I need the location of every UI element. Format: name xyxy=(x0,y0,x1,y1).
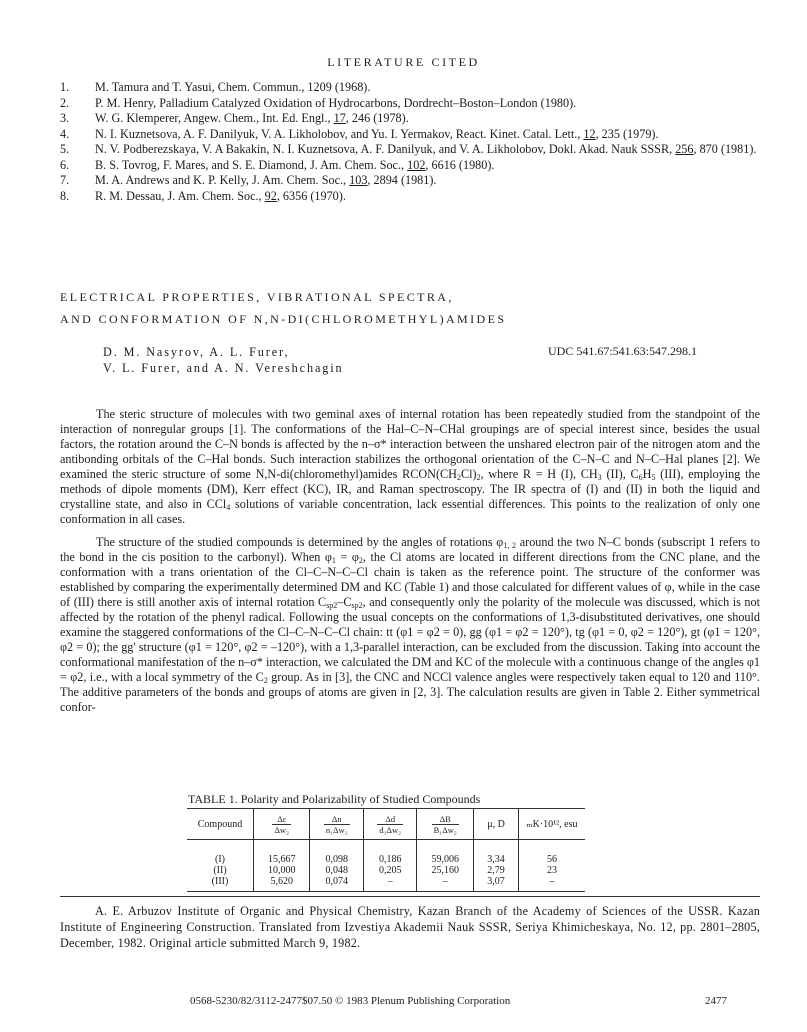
polarity-table xyxy=(187,808,585,892)
article-title xyxy=(60,286,760,330)
authors-line-1: D. M. Nasyrov, A. L. Furer, xyxy=(103,345,290,359)
affiliation-footnote: A. E. Arbuzov Institute of Organic and Physical Chemistry, Kazan Branch of the Academy of Sciences of the USSR. Kazan Institute of Engineering Construction. Translated from Izvestiya Akademii Nauk SSSR, Seriya Khimicheskaya, No. 12, pp. 2801–2805, December, 1982. Original article submitted March 9, 1982. xyxy=(60,904,760,950)
page-number: 2477 xyxy=(705,995,727,1007)
table-header-row xyxy=(187,809,585,840)
column-header-dd: $\frac{\Delta d}{\text{d₁Δw₂}}$ xyxy=(363,809,417,840)
reference-item xyxy=(60,80,760,96)
reference-item xyxy=(60,158,760,174)
reference-number: 3. xyxy=(60,111,70,125)
reference-number: 4. xyxy=(60,126,70,141)
table-row: (I) 15,667 0,098 0,186 59,006 3,34 56 xyxy=(187,840,585,866)
reference-number: 8. xyxy=(60,188,70,203)
column-header-db: $\frac{\Delta B}{\text{B₁Δw₂}}$ xyxy=(417,809,474,840)
reference-number: 6. xyxy=(60,157,70,172)
reference-item xyxy=(60,127,760,143)
reference-text: M. Tamura and T. Yasui, Chem. Commun., 1209 (1968). xyxy=(95,80,371,94)
reference-item xyxy=(60,111,760,127)
column-header-de: $\frac{\Delta\varepsilon}{\text{Δw₂}}$ xyxy=(254,809,310,840)
article-body xyxy=(60,407,760,723)
reference-list xyxy=(60,80,760,204)
reference-number: 7. xyxy=(60,173,70,187)
reference-item xyxy=(60,189,760,205)
literature-cited-heading: LITERATURE CITED xyxy=(327,55,480,69)
column-header-compound: Compound xyxy=(187,809,254,840)
reference-text: N. V. Podberezskaya, V. A Bakakin, N. I. Kuznetsova, A. F. Danilyuk, and V. A. Likholobov, Dokl. Akad. Nauk SSSR, 256, 870 (1981). xyxy=(95,142,757,156)
udc-code: UDC 541.67:541.63:547.298.1 xyxy=(548,344,698,358)
article-title-line-2: AND CONFORMATION OF N,N-DI(CHLOROMETHYL)AMIDES xyxy=(60,312,507,326)
reference-item xyxy=(60,142,760,158)
article-title-line-1: ELECTRICAL PROPERTIES, VIBRATIONAL SPECTRA, xyxy=(60,290,454,304)
table-row: (II) 10,000 0,048 0,205 25,160 2,79 23 xyxy=(187,865,585,876)
reference-text: W. G. Klemperer, Angew. Chem., Int. Ed. Engl., 17, 246 (1978). xyxy=(95,111,409,125)
reference-number: 2. xyxy=(60,95,70,110)
reference-text: P. M. Henry, Palladium Catalyzed Oxidation of Hydrocarbons, Dordrecht–Boston–London (1980). xyxy=(95,95,577,110)
table-caption: TABLE 1. Polarity and Polarizability of Studied Compounds xyxy=(188,792,481,806)
column-header-mk: ₘK·10¹², esu xyxy=(519,809,586,840)
reference-number: 1. xyxy=(60,80,70,94)
column-header-mu: μ, D xyxy=(474,809,519,840)
reference-text: B. S. Tovrog, F. Mares, and S. E. Diamond, J. Am. Chem. Soc., 102, 6616 (1980). xyxy=(95,157,495,172)
table-row: (III) 5,620 0,074 – – 3,07 – xyxy=(187,876,585,892)
reference-text: N. I. Kuznetsova, A. F. Danilyuk, V. A. Likholobov, and Yu. I. Yermakov, React. Kinet. Catal. Lett., 12, 235 (1979). xyxy=(95,126,659,141)
reference-item xyxy=(60,96,760,112)
publication-code: 0568-5230/82/3112-2477$07.50 © 1983 Plenum Publishing Corporation xyxy=(190,995,511,1007)
reference-number: 5. xyxy=(60,142,70,156)
column-header-dn: $\frac{\Delta n}{\text{n₁Δw₂}}$ xyxy=(310,809,364,840)
body-paragraph: The steric structure of molecules with two geminal axes of internal rotation has been repeatedly studied from the standpoint of the interaction of nonregular groups [1]. The conformations of the Hal–C–N–CHal groupings are of special interest since, besides the usual factors, the rotation around the C–N bonds is affected by the n–σ* interaction between the unshared electron pair of the nitrogen atom and the antibonding orbitals of the C–Hal bonds. Such interaction stabilizes the orthogonal orientation of the C–N–C and N–C–Hal planes [2]. We examined the steric structure of some N,N-di(chloromethyl)amides $RCON(CH_2Cl)_2$, where R = H (I), $CH_3$ (II), $C_6H_5$ (III), employing the methods of dipole moments (DM), Kerr effect (KC), IR, and Raman spectroscopy. The IR spectra of (I) and (II) in both the liquid and crystalline state, and also in CCl$_4$ solutions of variable concentration, lack essential differences. This points to the realization of only one conformation in all cases. xyxy=(60,407,761,526)
reference-text: R. M. Dessau, J. Am. Chem. Soc., 92, 6356 (1970). xyxy=(95,188,346,203)
reference-item xyxy=(60,173,760,189)
reference-text: M. A. Andrews and K. P. Kelly, J. Am. Chem. Soc., 103, 2894 (1981). xyxy=(95,173,437,187)
author-list xyxy=(103,344,523,376)
body-paragraph: The structure of the studied compounds is determined by the angles of rotations $\varphi_{1, 2}$ around the two N–C bonds (subscript 1 refers to the bond in the cis position to the carbonyl). When $\varphi_1 = \varphi_2$, the Cl atoms are located in different directions from the CNC plane, and the conformation with a trans orientation of the Cl–C–N–C–Cl chain is taken as the reference point. The structure of the conformer was established by comparing the experimentally determined DM and KC (Table 1) and those calculated for different values of φ, while in the case of (III) there is still another axis of internal rotation $C_{sp2}-C_{sp2}$, and consequently only the polarity of the molecule was discussed, which is not affected by the rotation of the phenyl radical. Following the usual concepts on the conformations of 1,3-disubstituted derivatives, one should examine the staggered conformations of the Cl–C–N–C–Cl chain: tt (φ1 = φ2 = 0), gg (φ1 = φ2 = 120°), tg (φ1 = 0, φ2 = 120°), gt (φ1 = 120°, φ2 = 0); the gg' structure (φ1 = 120°, φ2 = –120°), with a 1,3-parallel interaction, can be excluded from the discussion. Taking into account the conformational manifestation of the n–σ* interaction, we calculated the DM and KC of the molecule with a continuous change of the angles φ1 = φ2, i.e., with a local symmetry of the $C_2$ group. As in [3], the CNC and NCCl valence angles were respectively taken equal to 120 and 110°. The additive parameters of the bonds and groups of atoms are given in [2, 3]. The calculation results are given in Table 2. Either symmetrical confor- xyxy=(60,535,760,714)
footnote-divider xyxy=(60,896,760,897)
authors-line-2: V. L. Furer, and A. N. Vereshchagin xyxy=(103,361,344,375)
